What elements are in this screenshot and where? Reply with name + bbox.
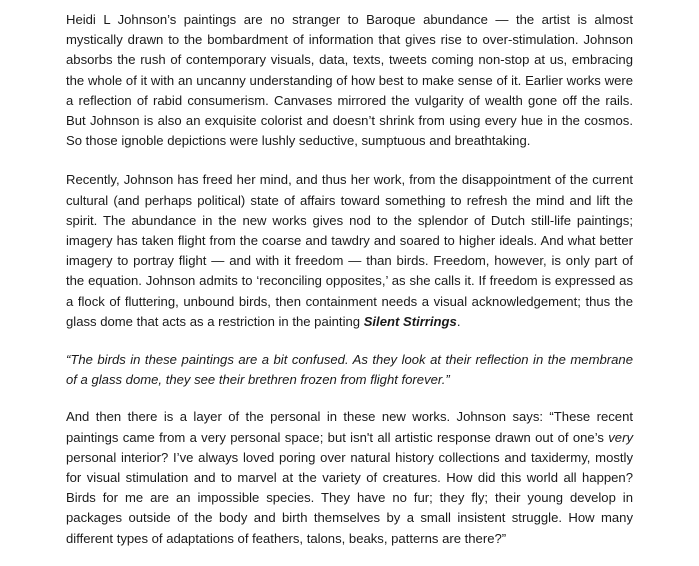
emphasis-very: very bbox=[608, 429, 633, 445]
paragraph-personal-text-after: personal interior? I’ve always loved poring over natural history collections and taxidermy, mostly for visual stimulation and to marvel at the variety of creatures. How did this world all happen? Birds for me are an impossible species. They have no fur; they fly; their young develop in packages outside of the body and birth themselves by a small insistent struggle. How many different types of adaptations of feathers, talons, beaks, patterns are there?” bbox=[66, 449, 633, 546]
paragraph-intro: Heidi L Johnson’s paintings are no stranger to Baroque abundance — the artist is almost mystically drawn to the bombardment of information that gives rise to over-stimulation. Johnson absorbs the rush of contemporary visuals, data, texts, tweets coming non-stop at us, embracing the whole of it with an uncanny understanding of how best to make sense of it. Earlier works were a reflection of rabid consumerism. Canvases mirrored the vulgarity of wealth gone off the rails. But Johnson is also an exquisite colorist and doesn’t shrink from using every hue in the cosmos. So those ignoble depictions were lushly seductive, sumptuous and breathtaking. bbox=[66, 12, 633, 149]
paragraph-recently bbox=[66, 170, 633, 332]
paragraph-personal bbox=[66, 407, 633, 548]
paragraph-recently-end: . bbox=[456, 313, 461, 329]
painting-title: Silent Stirrings bbox=[363, 313, 457, 329]
article-body bbox=[66, 10, 633, 566]
paragraph-recently-text: Recently, Johnson has freed her mind, and thus her work, from the disappointment of the current cultural (and perhaps political) state of affairs toward something to refresh the mind and lift the spirit. The abundance in the new works gives nod to the splendor of Dutch still-life paintings; imagery has taken flight from the coarse and tawdry and soared to higher ideals. And what better imagery to portray flight — and with it freedom — than birds. Freedom, however, is only part of the equation. Johnson admits to ‘reconciling opposites,’ as she calls it. If freedom is expressed as a flock of fluttering, unbound birds, then containment needs a visual acknowledgement; thus the glass dome that acts as a restriction in the painting bbox=[66, 172, 633, 329]
paragraph-personal-text-before: And then there is a layer of the personal in these new works. Johnson says: “These recent paintings came from a very personal space; but isn't all artistic response drawn out of one’s bbox=[66, 409, 633, 445]
artist-quote: “The birds in these paintings are a bit confused. As they look at their reflection in the membrane of a glass dome, they see their brethren frozen from flight forever.” bbox=[66, 352, 633, 388]
